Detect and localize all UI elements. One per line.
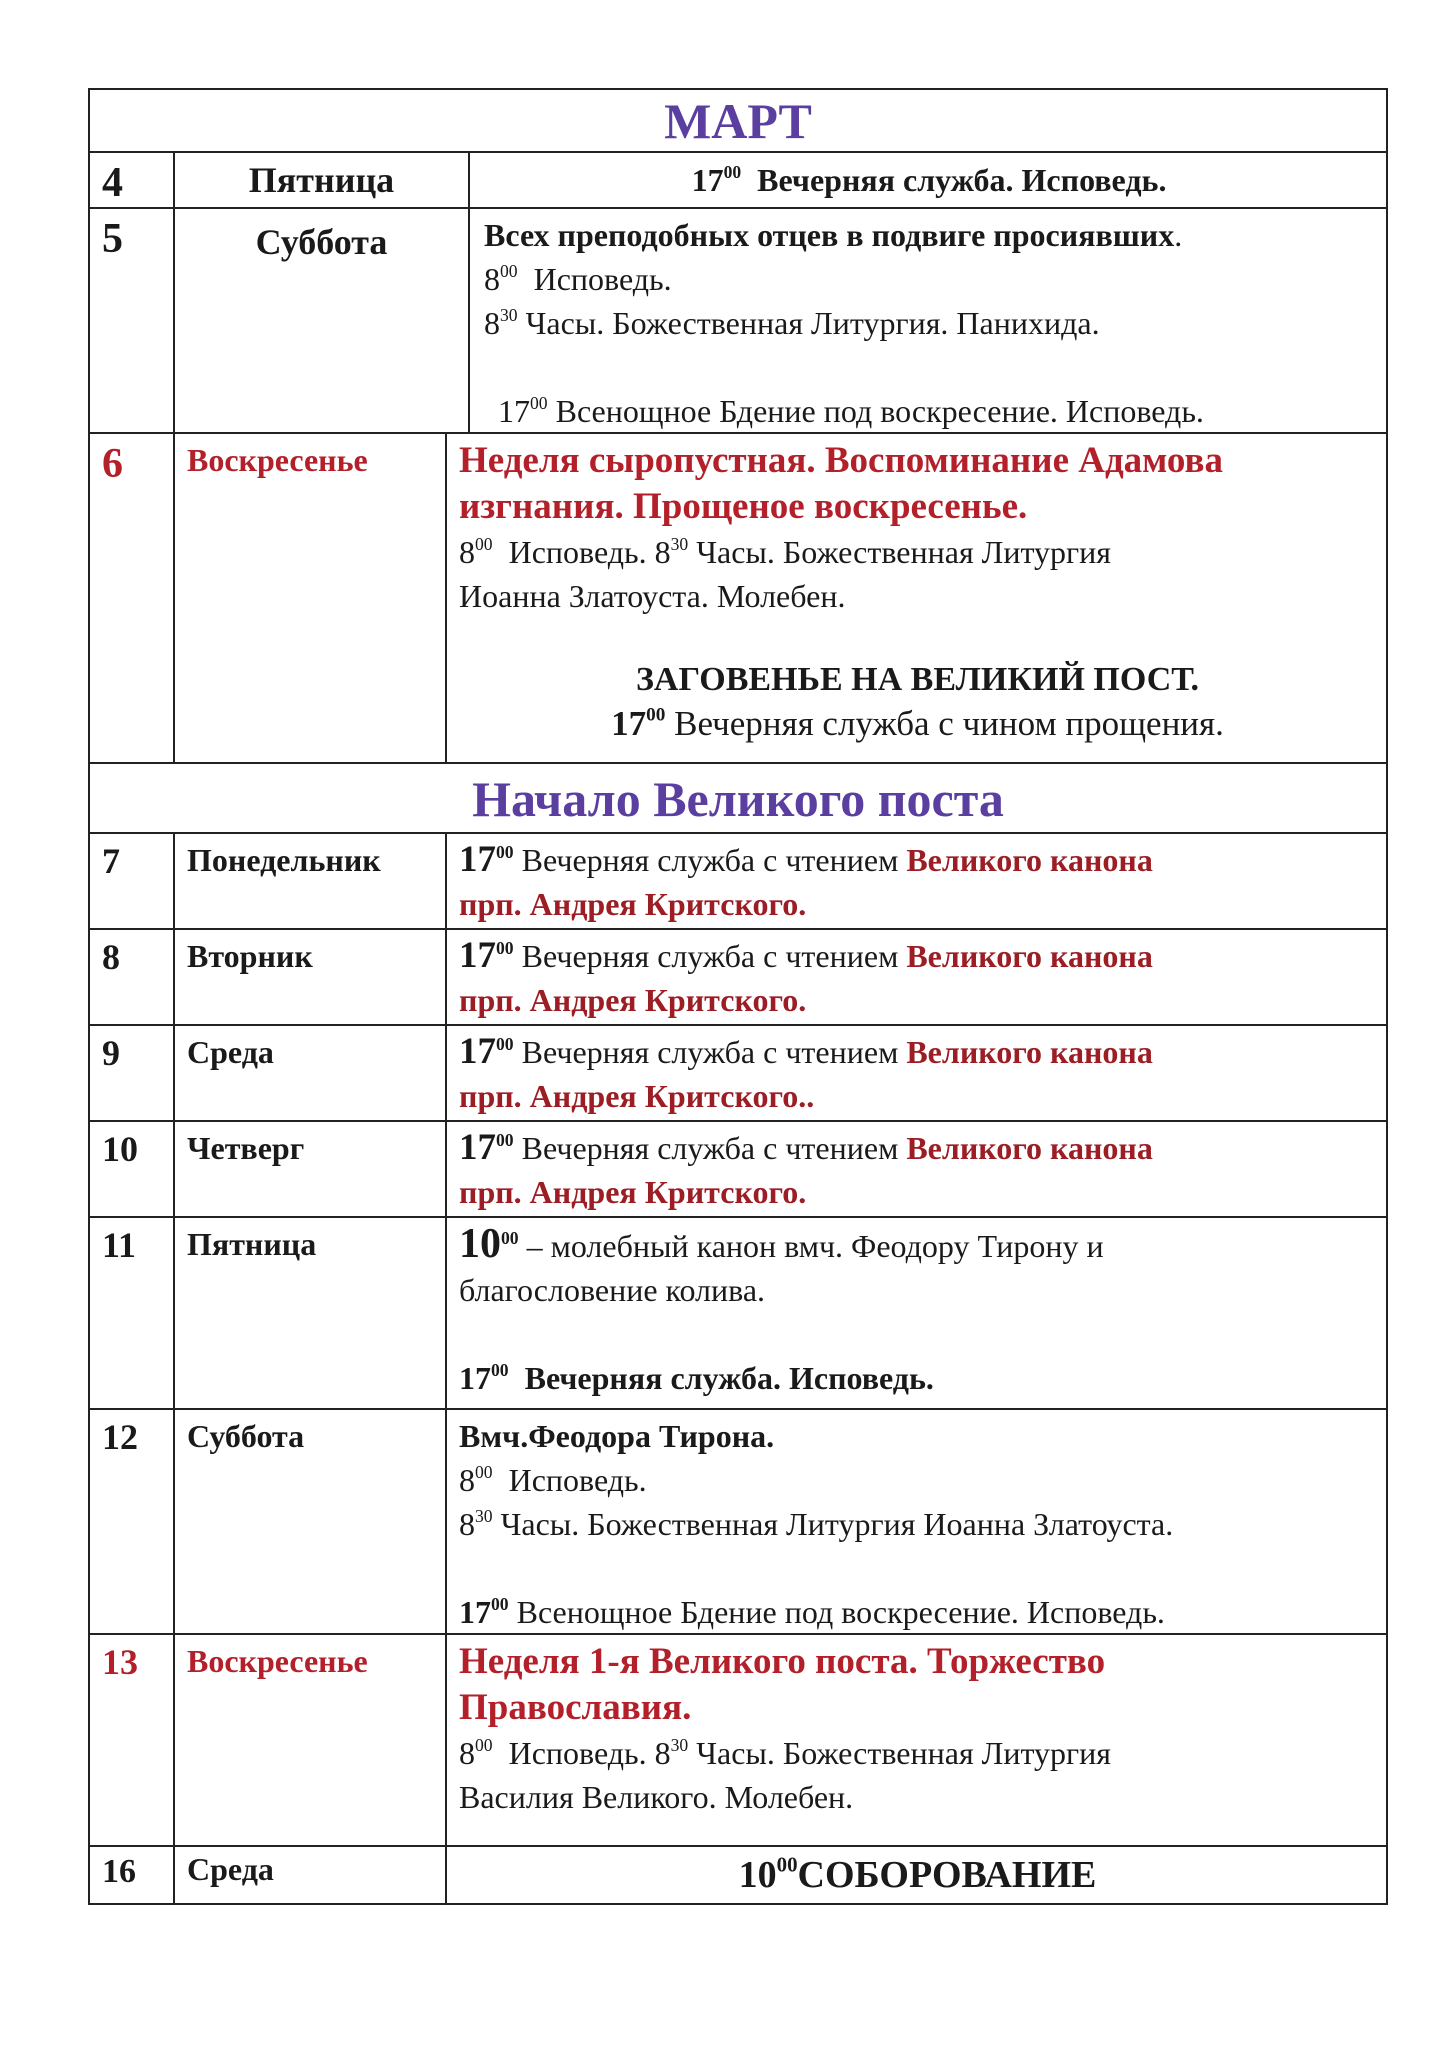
time-minute: 00 <box>491 1359 509 1380</box>
service-cell <box>447 834 1386 928</box>
time-minute: 00 <box>776 1852 798 1877</box>
weekday: Воскресенье <box>175 434 447 762</box>
service-text: – молебный канон вмч. Феодору Тирону и <box>526 1228 1104 1264</box>
service-cell <box>447 1026 1386 1120</box>
service-cell <box>447 1410 1386 1633</box>
day-number: 6 <box>90 434 175 762</box>
time-hour: 10 <box>459 1221 501 1267</box>
time-hour: 17 <box>691 162 724 198</box>
time-hour: 8 <box>459 534 475 570</box>
time-minute: 30 <box>670 1734 689 1755</box>
time-minute: 00 <box>496 1129 514 1150</box>
table-row <box>90 1635 1386 1847</box>
time-hour: 17 <box>611 704 647 743</box>
weekday: Пятница <box>175 1218 447 1408</box>
canon-title: прп. Андрея Критского <box>459 886 799 922</box>
service-text: Всенощное Бдение под воскресение. Исповедь. <box>555 393 1204 429</box>
time-minute: 00 <box>646 704 666 726</box>
day-number: 12 <box>90 1410 175 1633</box>
service-text: Часы. Божественная Литургия <box>696 534 1112 570</box>
time-hour: 8 <box>654 1735 671 1771</box>
feast-title: Всех преподобных отцев в подвиге просиявших <box>484 217 1175 253</box>
service-text: Часы. Божественная Литургия <box>696 1735 1112 1771</box>
time-hour: 8 <box>484 305 500 341</box>
time-hour: 17 <box>498 393 530 429</box>
table-row <box>90 434 1386 764</box>
service-text: благословение колива. <box>459 1272 766 1308</box>
time-hour: 17 <box>459 1594 491 1630</box>
time-minute: 00 <box>501 1227 519 1248</box>
table-row <box>90 153 1386 209</box>
day-number: 9 <box>90 1026 175 1120</box>
day-number: 5 <box>90 209 175 432</box>
time-hour: 17 <box>459 839 496 880</box>
table-row <box>90 930 1386 1026</box>
service-text: Вечерняя служба. Исповедь. <box>524 1360 934 1396</box>
service-text: Вечерняя служба с чтением <box>521 938 899 974</box>
table-row <box>90 1410 1386 1635</box>
canon-title: прп. Андрея Критского <box>459 1174 799 1210</box>
day-number: 7 <box>90 834 175 928</box>
table-row <box>90 1122 1386 1218</box>
service-text: Василия Великого. Молебен. <box>459 1779 854 1815</box>
time-hour: 8 <box>484 261 500 297</box>
time-minute: 00 <box>496 841 514 862</box>
service-cell <box>447 1122 1386 1216</box>
time-minute: 00 <box>496 1033 514 1054</box>
canon-end: .. <box>798 1078 815 1114</box>
service-text: Исповедь. <box>508 1735 647 1771</box>
service-text: Исповедь. <box>508 1462 647 1498</box>
schedule-table <box>88 88 1388 1905</box>
table-row <box>90 209 1386 434</box>
time-hour: 8 <box>459 1462 475 1498</box>
day-number: 16 <box>90 1847 175 1903</box>
time-minute: 00 <box>723 161 742 182</box>
weekday: Пятница <box>175 153 470 207</box>
weekday: Среда <box>175 1026 447 1120</box>
time-minute: 00 <box>475 533 493 554</box>
feast-end: . <box>1174 217 1183 253</box>
table-row <box>90 1026 1386 1122</box>
service-text: Часы. Божественная Литургия Иоанна Златоуста. <box>500 1506 1174 1542</box>
time-minute: 00 <box>475 1734 493 1755</box>
service-cell <box>470 153 1386 207</box>
time-hour: 8 <box>459 1506 475 1542</box>
service-cell <box>447 1218 1386 1408</box>
section-header <box>90 764 1386 834</box>
canon-title: Великого канона <box>906 1034 1153 1070</box>
time-minute: 30 <box>475 1505 493 1526</box>
weekday: Вторник <box>175 930 447 1024</box>
canon-title: прп. Андрея Критского <box>459 1078 799 1114</box>
time-minute: 00 <box>530 392 548 413</box>
weekday: Суббота <box>175 209 470 432</box>
service-text: Вечерняя служба. Исповедь. <box>757 162 1167 198</box>
canon-title: прп. Андрея Критского <box>459 982 799 1018</box>
time-hour: 17 <box>459 935 496 976</box>
service-text: Иоанна Златоуста. Молебен. <box>459 578 846 614</box>
service-text: Вечерняя служба с чтением <box>521 1034 899 1070</box>
canon-title: Великого канона <box>906 938 1153 974</box>
fast-note: ЗАГОВЕНЬЕ НА ВЕЛИКИЙ ПОСТ. <box>635 661 1200 698</box>
service-text: Исповедь. <box>508 534 647 570</box>
canon-title: Великого канона <box>906 1130 1153 1166</box>
service-text: Часы. Божественная Литургия. Панихида. <box>525 305 1100 341</box>
time-minute: 30 <box>500 304 518 325</box>
table-row <box>90 834 1386 930</box>
time-hour: 8 <box>459 1735 475 1771</box>
time-hour: 17 <box>459 1031 496 1072</box>
section-title: Начало Великого поста <box>472 771 1004 827</box>
canon-end: . <box>798 1174 807 1210</box>
weekday: Понедельник <box>175 834 447 928</box>
weekday: Четверг <box>175 1122 447 1216</box>
time-minute: 00 <box>491 1593 509 1614</box>
table-row <box>90 1847 1386 1903</box>
canon-title: Великого канона <box>906 842 1153 878</box>
service-text: Вечерняя служба с чтением <box>521 842 899 878</box>
day-number: 11 <box>90 1218 175 1408</box>
service-cell <box>447 1847 1386 1903</box>
service-text: Всенощное Бдение под воскресение. Исповедь. <box>516 1594 1165 1630</box>
day-number: 8 <box>90 930 175 1024</box>
time-hour: 10 <box>738 1854 777 1896</box>
time-minute: 00 <box>500 260 518 281</box>
service-text: СОБОРОВАНИЕ <box>797 1854 1097 1896</box>
month-header <box>90 90 1386 153</box>
time-hour: 8 <box>654 534 671 570</box>
service-text: Вечерняя служба с чином прощения. <box>674 704 1224 743</box>
day-number: 13 <box>90 1635 175 1845</box>
time-hour: 17 <box>459 1127 496 1168</box>
service-text: Исповедь. <box>533 261 672 297</box>
service-cell <box>447 434 1386 762</box>
feast-title: Неделя сыропустная. Воспоминание Адамова <box>459 440 1223 481</box>
time-minute: 00 <box>496 937 514 958</box>
time-minute: 30 <box>670 533 689 554</box>
feast-title: Вмч.Феодора Тирона. <box>459 1418 775 1454</box>
service-cell <box>447 930 1386 1024</box>
feast-title: Православия. <box>459 1687 692 1728</box>
day-number: 10 <box>90 1122 175 1216</box>
canon-end: . <box>798 886 807 922</box>
day-number: 4 <box>90 153 175 207</box>
time-minute: 00 <box>475 1461 493 1482</box>
service-text: Вечерняя служба с чтением <box>521 1130 899 1166</box>
feast-title: изгнания. Прощеное воскресенье. <box>459 486 1028 527</box>
service-cell <box>470 209 1386 432</box>
month-title: МАРТ <box>664 93 812 149</box>
time-hour: 17 <box>459 1360 491 1396</box>
weekday: Суббота <box>175 1410 447 1633</box>
feast-title: Неделя 1-я Великого поста. Торжество <box>459 1641 1106 1682</box>
weekday: Воскресенье <box>175 1635 447 1845</box>
weekday: Среда <box>175 1847 447 1903</box>
canon-end: . <box>798 982 807 1018</box>
service-cell <box>447 1635 1386 1845</box>
table-row <box>90 1218 1386 1410</box>
